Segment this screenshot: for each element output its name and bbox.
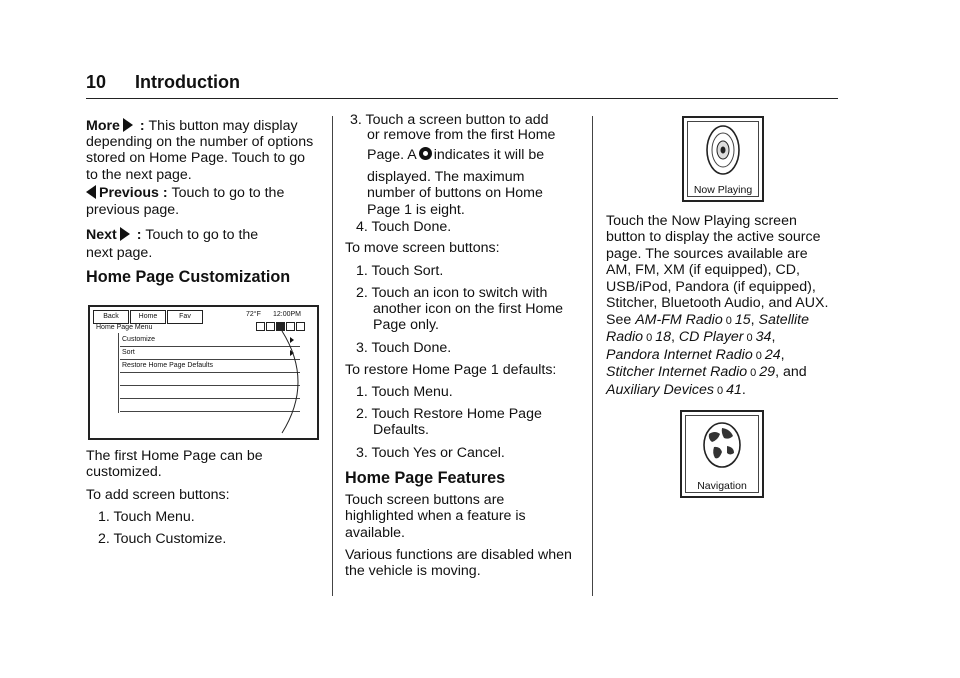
section-heading-customization: Home Page Customization [86,268,291,286]
more-label: More [86,118,120,134]
move-step-2: 2. Touch an icon to switch with [356,285,548,301]
now-playing-label: Now Playing [693,184,753,196]
fav-tab: Fav [167,310,203,324]
add-buttons-intro: To add screen buttons: [86,487,230,503]
text-line: displayed. The maximum [367,169,525,185]
features-paragraph-1 [345,492,526,541]
see-line-5: Auxiliary Devices 0 41. [606,381,746,398]
page-ref-icon: 0 [755,349,762,362]
now-playing-paragraph [606,213,828,311]
see-also-paragraph [606,312,809,399]
page-ref-41[interactable]: 41 [726,381,742,398]
text-line: AM, FM, XM (if equipped), CD, [606,262,800,279]
next-label: Next [86,227,117,243]
previous-text: Touch to go to the [171,185,285,201]
text-line: Page only. [373,317,439,334]
text-fragment: indicates it will be [433,147,545,163]
text-line: Various functions are disabled when [345,547,572,563]
page-ref-icon: 0 [646,332,653,345]
text-fragment: and [782,364,807,381]
menu-title: Home Page Menu [96,324,153,331]
text-fragment: See [606,312,632,328]
section-heading-features: Home Page Features [345,469,506,487]
text-line: button to display the active source [606,229,821,246]
previous-item [86,185,284,201]
menu-item-empty [120,399,300,412]
restore-step-2-cont: Defaults. [373,422,429,438]
navigation-button-illustration [680,410,764,498]
add-step-3-rest [367,169,543,218]
menu-item-label: Sort [122,349,135,356]
next-colon: : [132,227,146,243]
menu-item-restore [120,360,300,373]
screen-curve [280,329,316,435]
next-arrow-icon [123,118,133,132]
clock: 12:00PM [273,311,302,318]
previous-text-rest: previous page. [86,202,180,218]
text-line: highlighted when a feature is [345,508,526,525]
link-pandora[interactable]: Pandora Internet Radio [606,346,753,363]
checkmark-dot-icon [419,147,432,160]
link-satellite-radio-cont[interactable]: Radio [606,329,644,346]
next-text: Touch to go to the [145,227,259,243]
speaker-icon [702,124,744,176]
text-line: another icon on the first Home [373,301,564,317]
page-ref-icon: 0 [717,384,724,397]
text-line: to the next page. [86,166,192,183]
now-playing-button-illustration [682,116,764,202]
navigation-label: Navigation [697,480,747,492]
previous-colon: : [158,185,172,201]
menu-item-label: Restore Home Page Defaults [122,362,214,369]
previous-arrow-icon [86,185,96,199]
add-step-3-cont: or remove from the first Home [367,127,556,143]
link-auxiliary-devices[interactable]: Auxiliary Devices [606,381,715,398]
header-rule [86,98,838,99]
more-item [86,118,298,134]
text-fragment: Page. A [367,147,417,163]
more-colon: : [135,118,149,134]
move-step-3: 3. Touch Done. [356,340,452,356]
move-step-1: 1. Touch Sort. [356,263,444,279]
text-line: page. The sources available are [606,245,808,262]
features-paragraph-2 [345,547,572,580]
menu-item-sort [120,347,300,360]
page-ref-icon: 0 [750,367,757,380]
text-line: stored on Home Page. Touch to go [86,150,305,167]
temperature: 72°F [246,311,261,318]
back-tab: Back [93,310,129,324]
next-text-rest: next page. [86,245,153,261]
home-page-menu-screen [88,305,319,440]
text-line: Stitcher, Bluetooth Audio, and AUX. [606,295,829,312]
page-title: Introduction [135,72,240,92]
globe-icon [700,420,744,470]
customize-note [86,448,263,481]
add-step-1: 1. Touch Menu. [98,509,195,525]
menu-item-empty [120,386,300,399]
text-line: Touch the Now Playing screen [606,213,797,229]
restore-step-1: 1. Touch Menu. [356,384,453,400]
link-am-fm-radio[interactable]: AM-FM Radio [635,312,723,328]
see-line-4: Stitcher Internet Radio 0 29, and [606,364,807,381]
add-step-2: 2. Touch Customize. [98,531,227,547]
link-satellite-radio[interactable]: Satellite [758,312,809,328]
see-line-2: Radio 0 18, CD Player 0 34, [606,329,776,346]
page-ref-34[interactable]: 34 [755,329,772,346]
menu-item-label: Customize [122,336,156,343]
restore-step-3: 3. Touch Yes or Cancel. [356,445,505,461]
home-tab: Home [130,310,166,324]
column-divider-right [592,116,593,596]
see-line-3: Pandora Internet Radio 0 24, [606,346,785,363]
page-ref-29[interactable]: 29 [759,364,776,381]
column-divider-left [332,116,333,596]
text-line: Touch screen buttons are [345,492,505,508]
text-line: the vehicle is moving. [345,563,481,580]
text-line: USB/iPod, Pandora (if equipped), [606,278,816,295]
restore-step-2: 2. Touch Restore Home Page [356,406,542,422]
text-line: The first Home Page can be [86,448,263,464]
add-step-3: 3. Touch a screen button to add [350,112,549,128]
more-text-rest [86,134,313,183]
text-line: number of buttons on Home [367,185,543,202]
see-line-1: See AM-FM Radio 0 15, Satellite [606,312,809,328]
page-ref-15[interactable]: 15 [734,312,751,328]
next-arrow-icon [120,227,130,241]
text-line: customized. [86,464,162,481]
next-item [86,227,258,243]
page-ref-18[interactable]: 18 [655,329,671,346]
page-number: 10 [86,72,107,92]
text-line: depending on the number of options [86,134,314,150]
page-ref-24[interactable]: 24 [764,346,781,363]
link-cd-player[interactable]: CD Player [678,329,744,346]
move-buttons-intro: To move screen buttons: [345,240,500,256]
previous-label: Previous [99,185,159,201]
page-ref-icon: 0 [725,315,732,327]
text-line: available. [345,524,405,541]
add-step-4: 4. Touch Done. [356,219,452,235]
move-step-2-rest [373,301,563,334]
link-stitcher[interactable]: Stitcher Internet Radio [606,364,748,381]
add-step-3-page [367,147,544,163]
restore-intro: To restore Home Page 1 defaults: [345,362,557,378]
menu-item-empty [120,373,300,386]
more-text: This button may display [148,118,298,134]
text-line: Page 1 is eight. [367,201,465,218]
page-ref-icon: 0 [746,332,753,345]
menu-item-customize [120,334,300,347]
